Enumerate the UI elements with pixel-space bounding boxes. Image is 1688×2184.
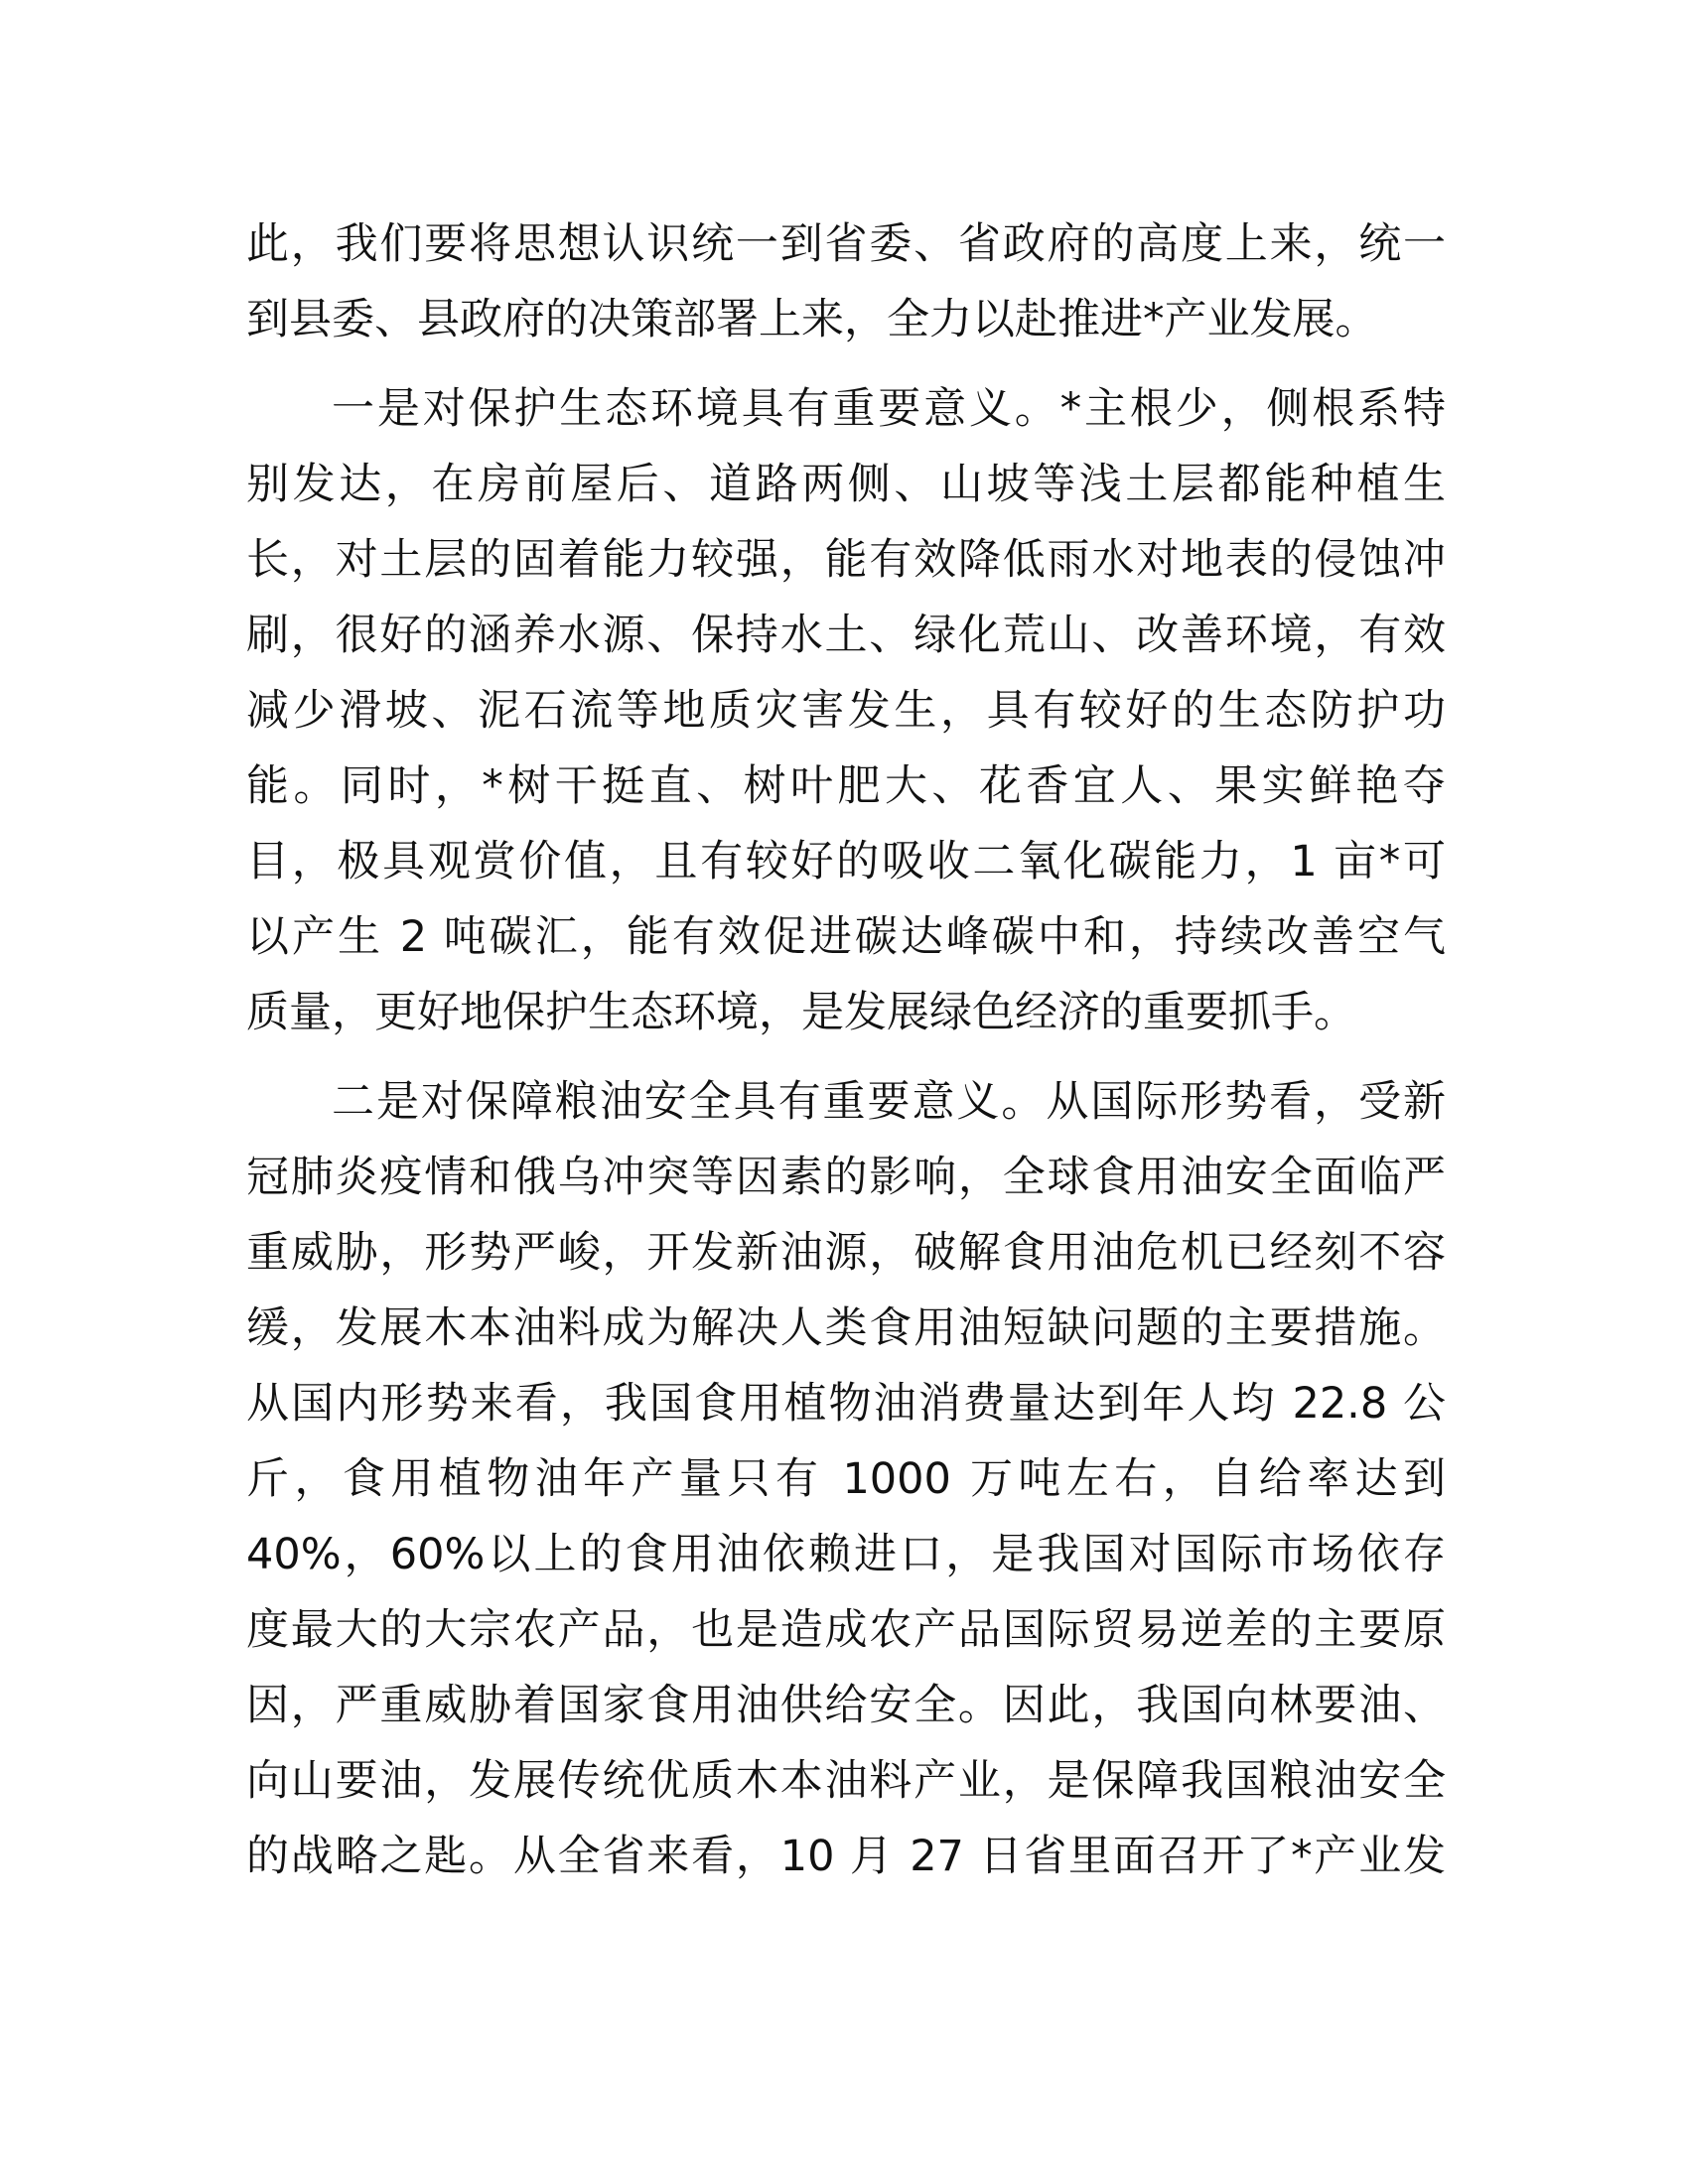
- document-body: [246, 206, 1446, 1894]
- text-line: 因，严重威胁着国家食用油供给安全。因此，我国向林要油、: [246, 1681, 1446, 1730]
- text-line: 从国内形势来看，我国食用植物油消费量达到年人均 22.8 公: [246, 1379, 1446, 1429]
- text-line: 能。同时，*树干挺直、树叶肥大、花香宜人、果实鲜艳夺: [246, 761, 1446, 811]
- text-line: 此，我们要将思想认识统一到省委、省政府的高度上来，统一: [246, 219, 1446, 269]
- text-line: 减少滑坡、泥石流等地质灾害发生，具有较好的生态防护功: [246, 686, 1446, 736]
- text-line: 缓，发展木本油料成为解决人类食用油短缺问题的主要措施。: [246, 1303, 1446, 1353]
- paragraph-spacer: [246, 1050, 1446, 1064]
- text-line: 冠肺炎疫情和俄乌冲突等因素的影响，全球食用油安全面临严: [246, 1153, 1446, 1202]
- text-line: 斤，食用植物油年产量只有 1000 万吨左右，自给率达到: [246, 1454, 1446, 1504]
- text-line: 长，对土层的固着能力较强，能有效降低雨水对地表的侵蚀冲: [246, 535, 1446, 585]
- text-line: 质量，更好地保护生态环境，是发展绿色经济的重要抓手。: [246, 988, 1356, 1037]
- paragraph-spacer: [246, 357, 1446, 371]
- text-line: 的战略之匙。从全省来看，10 月 27 日省里面召开了*产业发: [246, 1832, 1446, 1881]
- paragraph-intro-continuation: [246, 206, 1446, 357]
- text-line: 以产生 2 吨碳汇，能有效促进碳达峰碳中和，持续改善空气: [246, 912, 1446, 962]
- text-line: 二是对保障粮油安全具有重要意义。从国际形势看，受新: [332, 1077, 1446, 1127]
- text-line: 目，极具观赏价值，且有较好的吸收二氧化碳能力，1 亩*可: [246, 837, 1446, 887]
- text-line: 到县委、县政府的决策部署上来，全力以赴推进*产业发展。: [246, 295, 1378, 344]
- paragraph-point-two: [246, 1064, 1446, 1894]
- text-line: 一是对保护生态环境具有重要意义。*主根少，侧根系特: [332, 384, 1446, 434]
- text-line: 重威胁，形势严峻，开发新油源，破解食用油危机已经刻不容: [246, 1228, 1446, 1278]
- text-line: 40%，60%以上的食用油依赖进口，是我国对国际市场依存: [246, 1530, 1446, 1579]
- text-line: 别发达，在房前屋后、道路两侧、山坡等浅土层都能种植生: [246, 460, 1446, 509]
- text-line: 度最大的大宗农产品，也是造成农产品国际贸易逆差的主要原: [246, 1605, 1446, 1655]
- text-line: 向山要油，发展传统优质木本油料产业，是保障我国粮油安全: [246, 1756, 1446, 1806]
- paragraph-point-one: [246, 371, 1446, 1050]
- text-line: 刷，很好的涵养水源、保持水土、绿化荒山、改善环境，有效: [246, 611, 1446, 660]
